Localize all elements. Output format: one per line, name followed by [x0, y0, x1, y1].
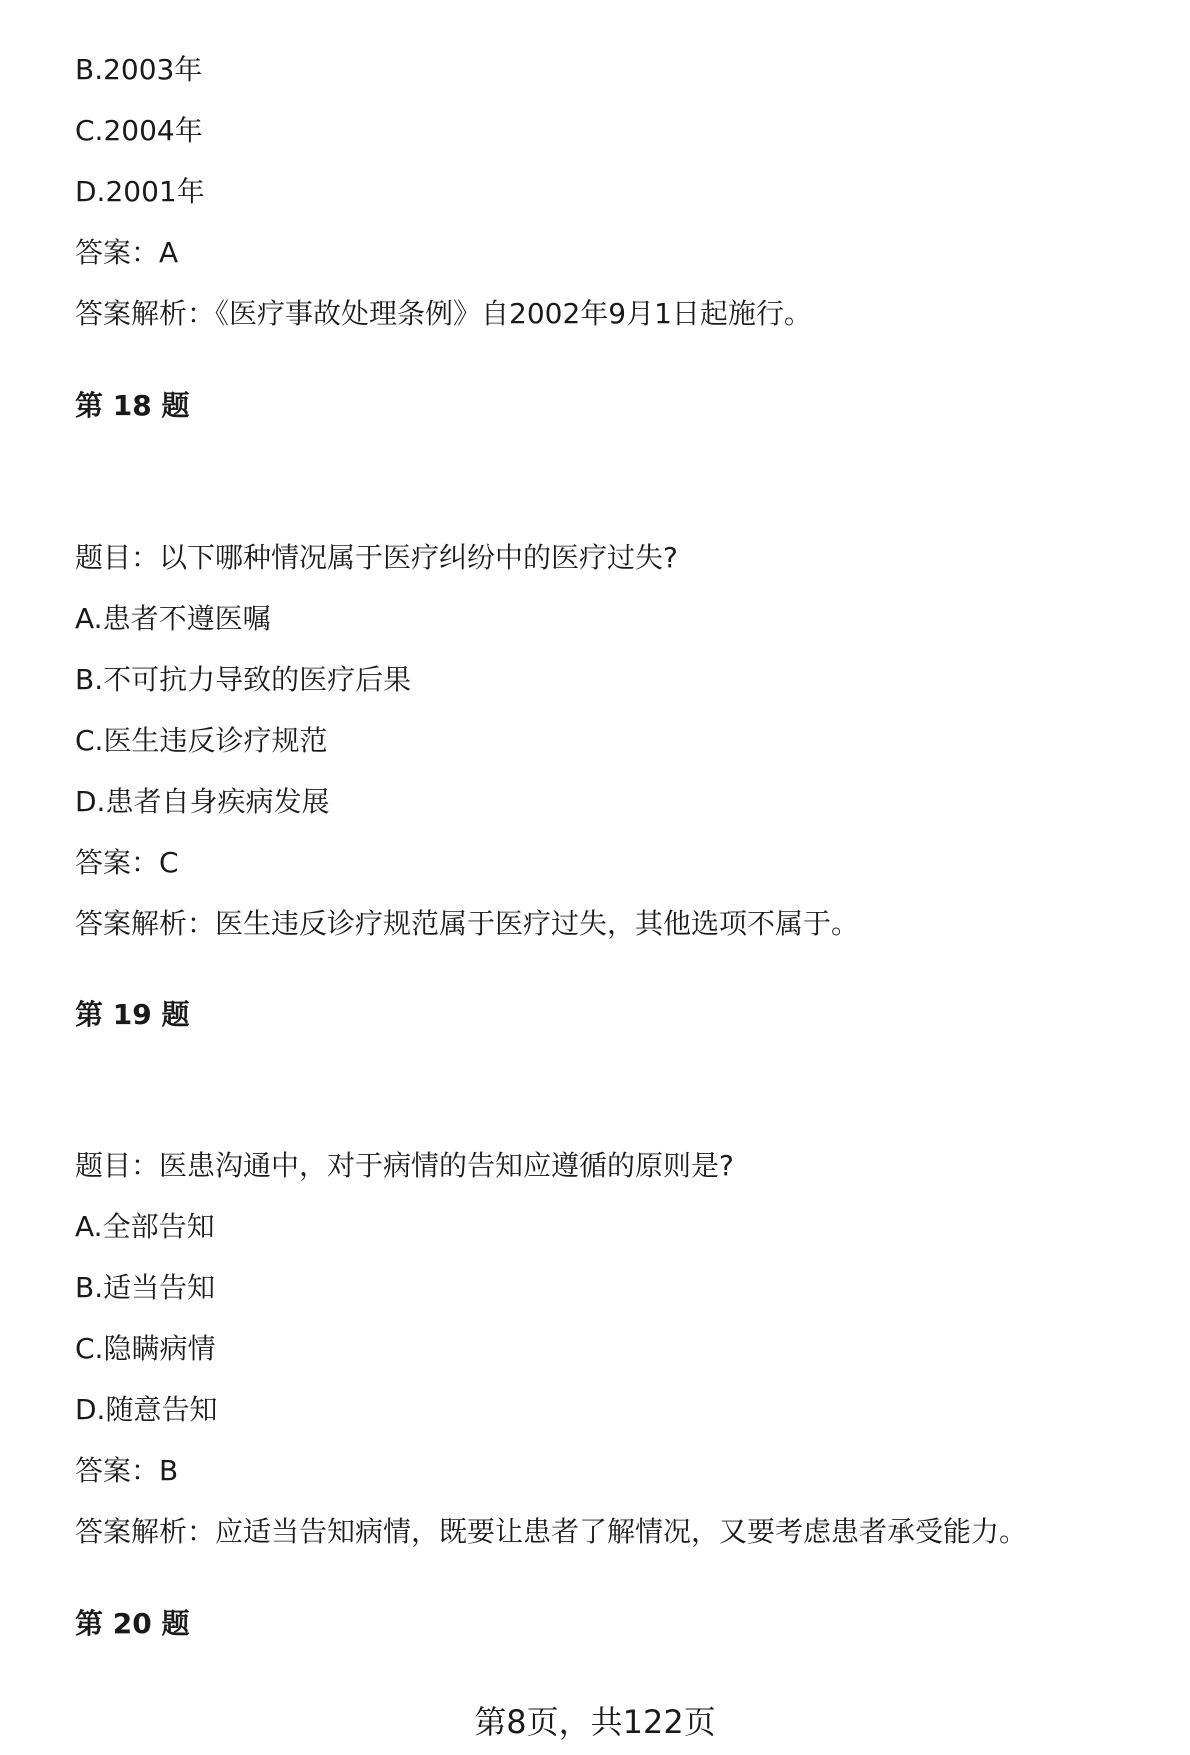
answer-line: 答案：C: [75, 846, 179, 879]
option-b: B.适当告知: [75, 1271, 216, 1304]
option-c: C.隐瞒病情: [75, 1332, 216, 1365]
question-heading: 第 18 题: [75, 389, 190, 422]
explanation-line: 答案解析：医生违反诊疗规范属于医疗过失，其他选项不属于。: [75, 907, 860, 940]
answer-line: 答案：A: [75, 236, 179, 269]
question-stem: 题目：以下哪种情况属于医疗纠纷中的医疗过失?: [75, 541, 678, 574]
question-stem: 题目：医患沟通中，对于病情的告知应遵循的原则是?: [75, 1149, 734, 1182]
option-c: C.2004年: [75, 114, 203, 147]
option-d: D.患者自身疾病发展: [75, 785, 330, 818]
option-a: A.全部告知: [75, 1210, 215, 1243]
answer-line: 答案：B: [75, 1454, 179, 1487]
option-b: B.2003年: [75, 53, 203, 86]
option-c: C.医生违反诊疗规范: [75, 724, 328, 757]
question-heading: 第 19 题: [75, 998, 190, 1031]
option-b: B.不可抗力导致的医疗后果: [75, 663, 412, 696]
page-number: 第8页，共122页: [474, 1703, 716, 1741]
option-d: D.2001年: [75, 175, 205, 208]
option-d: D.随意告知: [75, 1393, 218, 1426]
explanation-line: 答案解析：《医疗事故处理条例》自2002年9月1日起施行。: [75, 297, 812, 330]
explanation-line: 答案解析：应适当告知病情，既要让患者了解情况，又要考虑患者承受能力。: [75, 1515, 1028, 1548]
option-a: A.患者不遵医嘱: [75, 602, 271, 635]
question-heading: 第 20 题: [75, 1607, 190, 1640]
